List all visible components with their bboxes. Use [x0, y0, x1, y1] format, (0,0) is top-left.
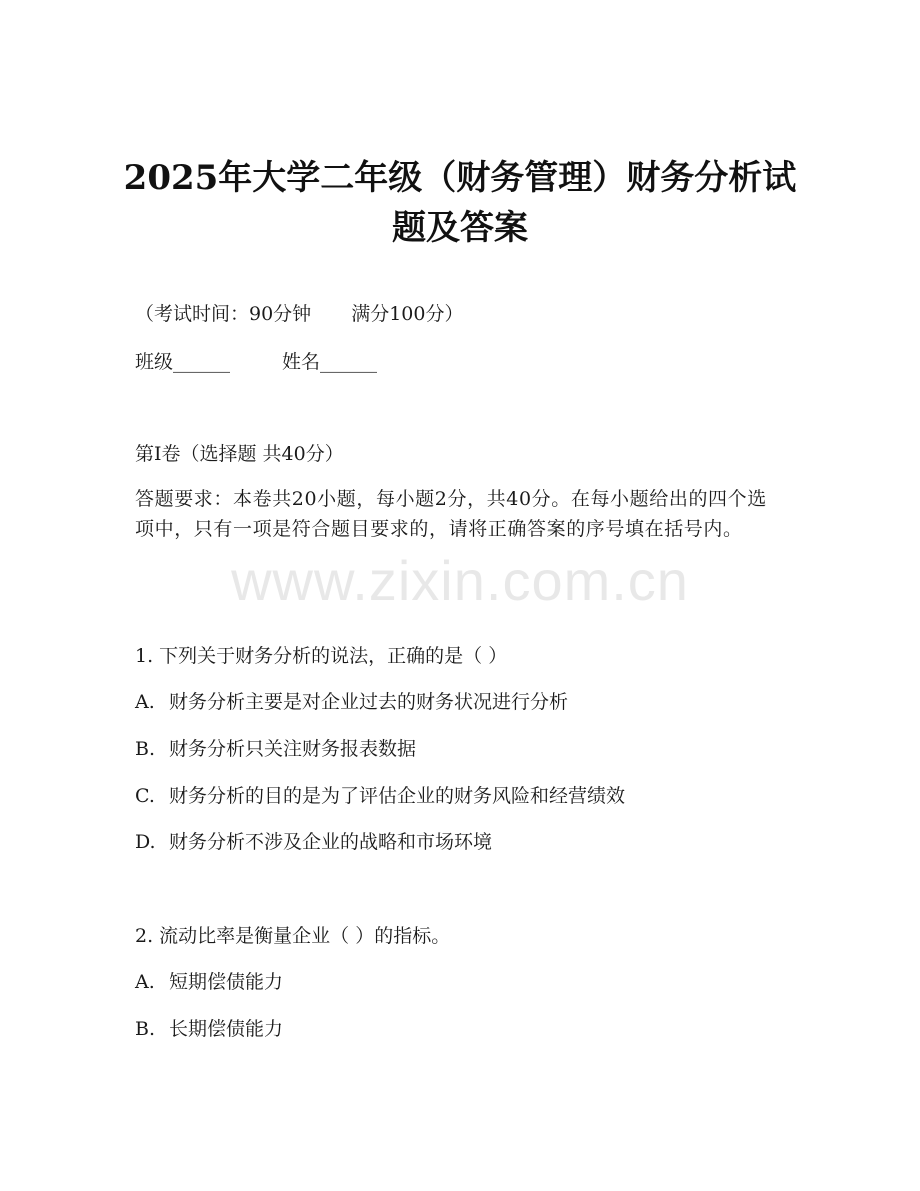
name-field: 姓名______: [282, 351, 378, 373]
exam-score: 满分100分）: [351, 303, 464, 325]
option-letter: D.: [135, 831, 156, 853]
exam-time: （考试时间：90分钟: [135, 303, 312, 325]
option-letter: B.: [135, 738, 156, 760]
question-1-option-d: [135, 828, 492, 856]
watermark: www.zixin.com.cn: [231, 549, 689, 612]
question-2-option-b: [135, 1015, 283, 1043]
student-fields: [135, 348, 377, 376]
option-letter: B.: [135, 1018, 156, 1040]
option-text: 财务分析不涉及企业的战略和市场环境: [169, 831, 493, 853]
page-title-line-2: 题及答案: [392, 208, 528, 248]
option-letter: A.: [135, 971, 155, 993]
option-text: 财务分析主要是对企业过去的财务状况进行分析: [169, 691, 569, 713]
question-2-option-a: [135, 968, 283, 996]
question-2-stem: 2. 流动比率是衡量企业（ ）的指标。: [135, 925, 451, 947]
instructions: 答题要求：本卷共20小题，每小题2分，共40分。在每小题给出的四个选项中，只有一项是符合题目要求的，请将正确答案的序号填在括号内。: [135, 488, 767, 540]
exam-info: [135, 300, 463, 328]
option-text: 短期偿债能力: [169, 971, 284, 993]
question-1-option-b: [135, 735, 416, 763]
question-1-option-a: [135, 688, 568, 716]
option-text: 财务分析的目的是为了评估企业的财务风险和经营绩效: [169, 785, 626, 807]
page-title-line-1: 2025年大学二年级（财务管理）财务分析试: [123, 158, 797, 198]
class-field: 班级______: [135, 351, 231, 373]
option-text: 长期偿债能力: [169, 1018, 284, 1040]
question-1-option-c: [135, 782, 625, 810]
option-text: 财务分析只关注财务报表数据: [169, 738, 417, 760]
option-letter: C.: [135, 785, 155, 807]
option-letter: A.: [135, 691, 155, 713]
question-1-stem: 1. 下列关于财务分析的说法，正确的是（ ）: [135, 645, 508, 667]
section-title: 第I卷（选择题 共40分）: [135, 443, 344, 465]
